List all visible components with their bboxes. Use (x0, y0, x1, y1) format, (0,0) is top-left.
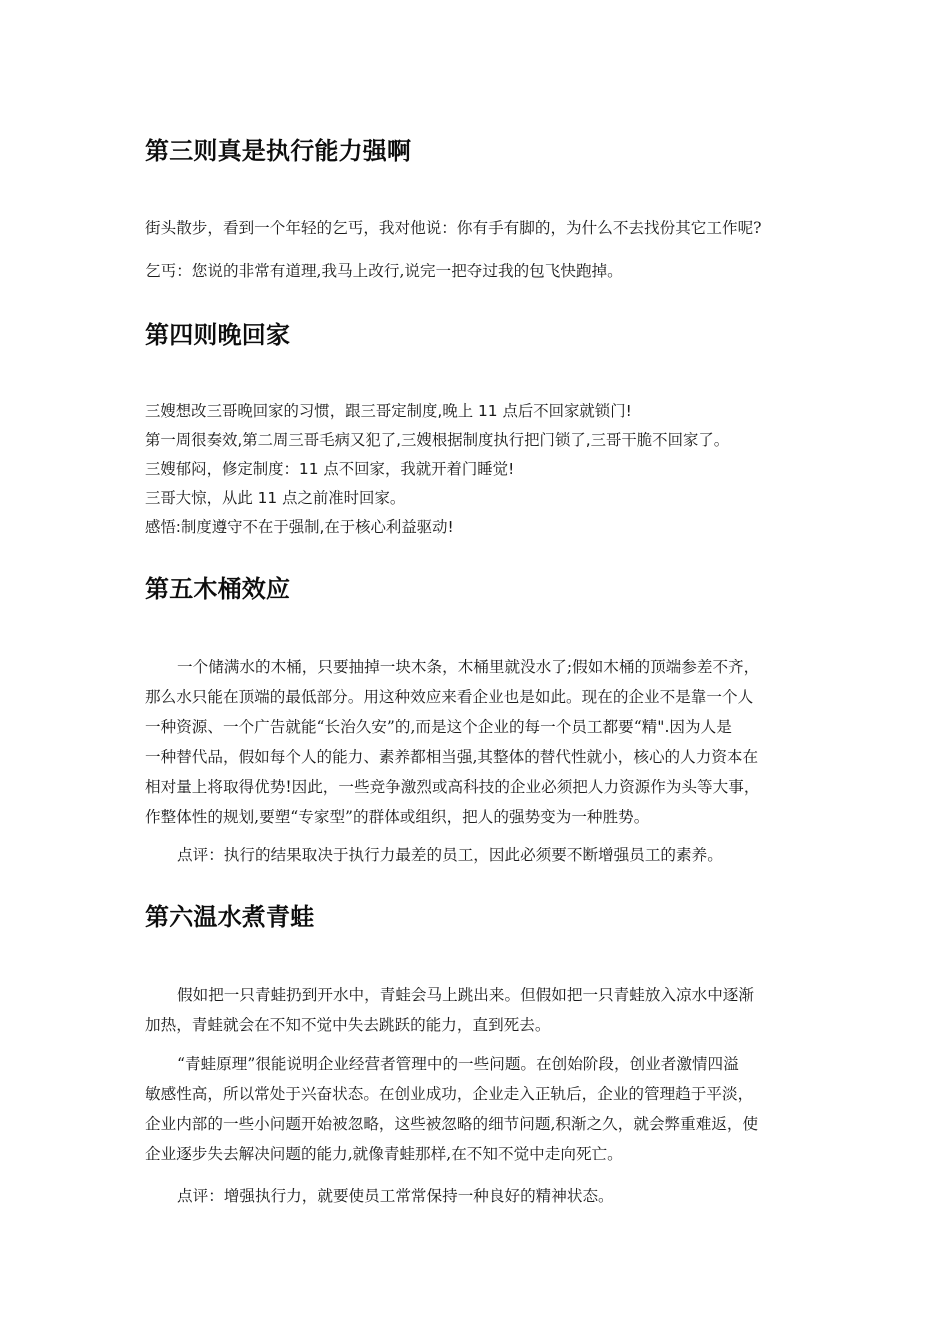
section-5-line-4: 一种替代品，假如每个人的能力、素养都相当强,其整体的替代性就小，核心的人力资本在 (145, 748, 759, 766)
section-heading-3: 第三则真是执行能力强啊 (145, 137, 412, 165)
section-4-line-1: 三嫂想改三哥晚回家的习惯，跟三哥定制度,晚上 11 点后不回家就锁门! (145, 402, 632, 420)
section-heading-6: 第六温水煮青蛙 (145, 903, 315, 931)
section-5-line-3: 一种资源、一个广告就能“长治久安”的,而是这个企业的每一个员工都要“精".因为人是 (145, 718, 732, 736)
section-heading-5: 第五木桶效应 (145, 575, 291, 603)
section-6-paragraph-1 (145, 980, 807, 1040)
section-heading-4: 第四则晚回家 (145, 321, 291, 349)
section-6-paragraph-2 (145, 1049, 807, 1169)
section-4-body (145, 397, 807, 542)
section-6-p2-line-1: “青蛙原理”很能说明企业经营者管理中的一些问题。在创始阶段，创业者激情四溢 (177, 1055, 739, 1073)
section-4-line-3: 三嫂郁闷，修定制度：11 点不回家，我就开着门睡觉! (145, 460, 515, 478)
section-4-line-4: 三哥大惊，从此 11 点之前准时回家。 (145, 489, 406, 507)
section-6-p1-line-2: 加热，青蛙就会在不知不觉中失去跳跃的能力，直到死去。 (145, 1016, 551, 1034)
section-5-comment: 点评：执行的结果取决于执行力最差的员工，因此必须要不断增强员工的素养。 (177, 846, 723, 864)
section-5-paragraph (145, 652, 807, 832)
section-3-paragraph-2: 乞丐：您说的非常有道理,我马上改行,说完一把夺过我的包飞快跑掉。 (145, 262, 623, 280)
section-6-p2-line-3: 企业内部的一些小问题开始被忽略，这些被忽略的细节问题,积渐之久，就会弊重难返，使 (145, 1115, 759, 1133)
section-6-p2-line-4: 企业逐步失去解决问题的能力,就像青蛙那样,在不知不觉中走向死亡。 (145, 1145, 623, 1163)
section-6-p2-line-2: 敏感性高，所以常处于兴奋状态。在创业成功，企业走入正轨后，企业的管理趋于平淡， (145, 1085, 754, 1103)
section-6-p1-line-1: 假如把一只青蛙扔到开水中，青蛙会马上跳出来。但假如把一只青蛙放入凉水中逐渐 (177, 986, 754, 1004)
section-5-line-5: 相对量上将取得优势!因此，一些竞争激烈或高科技的企业必须把人力资源作为头等大事， (145, 778, 760, 796)
section-4-line-5: 感悟:制度遵守不在于强制,在于核心利益驱动! (145, 518, 454, 536)
section-5-line-6: 作整体性的规划,要塑“专家型”的群体或组织，把人的强势变为一种胜势。 (145, 808, 650, 826)
section-4-line-2: 第一周很奏效,第二周三哥毛病又犯了,三嫂根据制度执行把门锁了,三哥干脆不回家了。 (145, 431, 730, 449)
section-6-comment: 点评：增强执行力，就要使员工常常保持一种良好的精神状态。 (177, 1187, 614, 1205)
section-3-paragraph-1: 街头散步，看到一个年轻的乞丐，我对他说：你有手有脚的，为什么不去找份其它工作呢? (145, 219, 762, 237)
section-5-line-1: 一个储满水的木桶，只要抽掉一块木条，木桶里就没水了;假如木桶的顶端参差不齐， (177, 658, 760, 676)
section-5-line-2: 那么水只能在顶端的最低部分。用这种效应来看企业也是如此。现在的企业不是靠一个人 (145, 688, 754, 706)
